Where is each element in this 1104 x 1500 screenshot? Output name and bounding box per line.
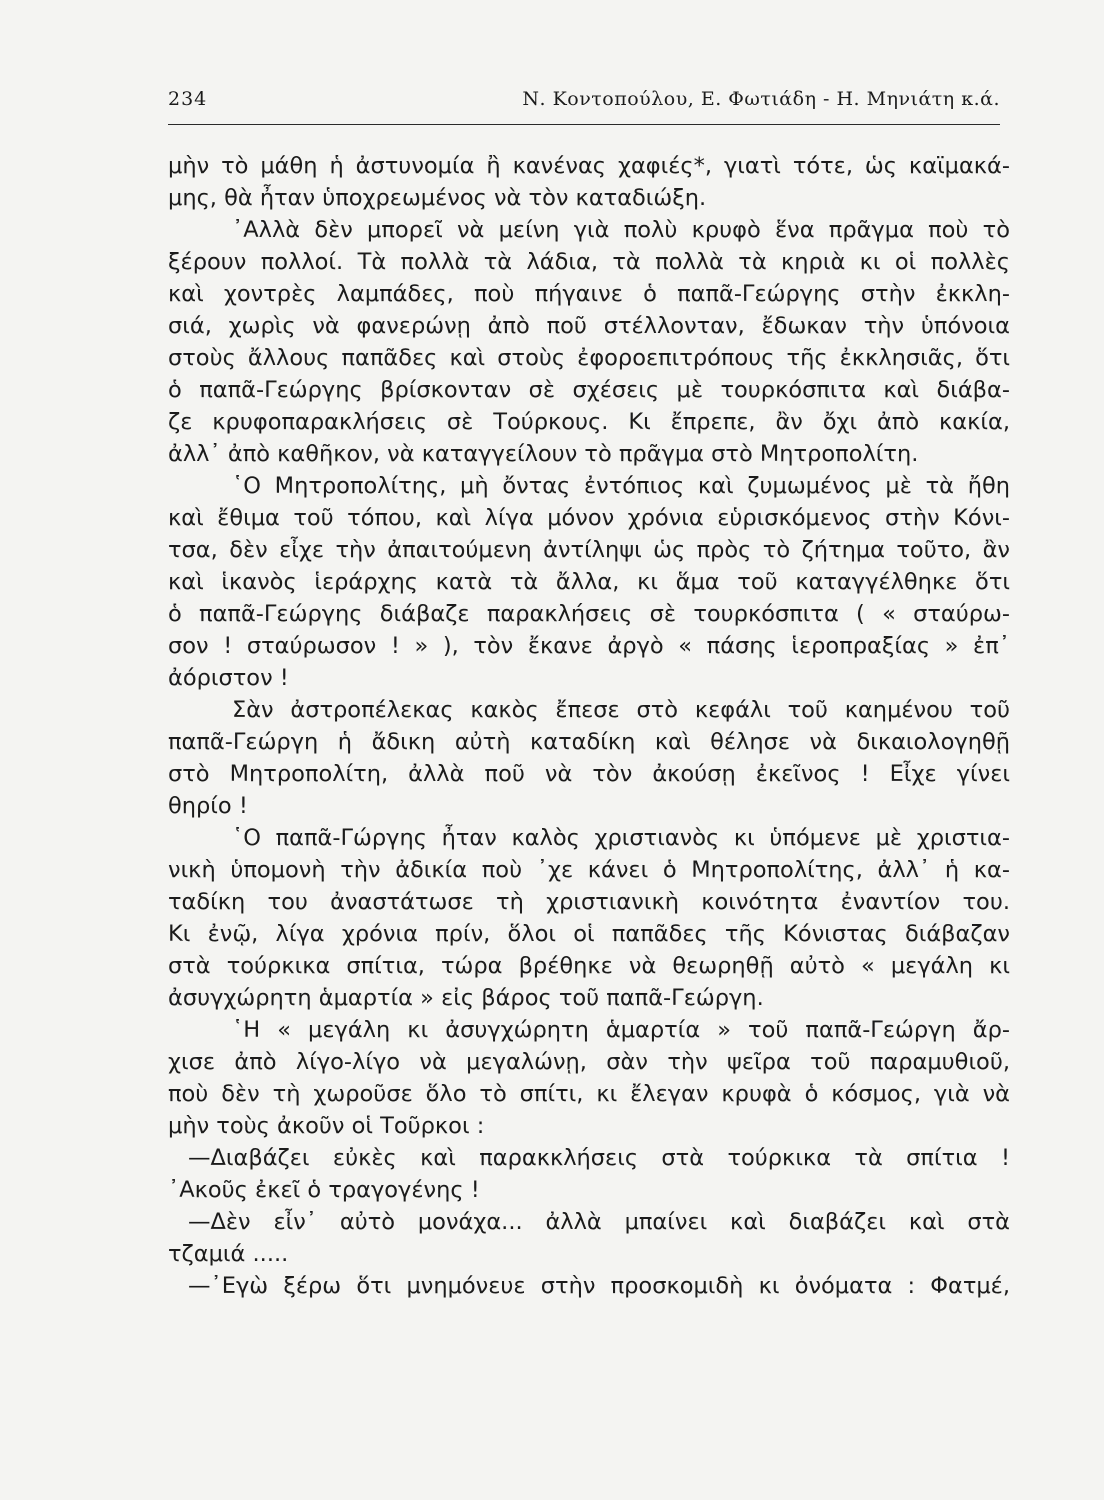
text-line: στὸ Μητροπολίτη, ἀλλὰ ποῦ νὰ τὸν ἀκούσῃ ἐκεῖνος ! Εἶχε γίνει <box>168 761 1010 787</box>
text-line: στὰ τούρκικα σπίτια, τώρα βρέθηκε νὰ θεωρηθῇ αὐτὸ « μεγάλη κι <box>168 953 1010 979</box>
text-line: σον ! σταύρωσον ! » ), τὸν ἔκανε ἀργὸ « πάσης ἱεροπραξίας » ἐπ᾽ <box>168 633 1010 659</box>
text-line: ποὺ δὲν τὴ χωροῦσε ὅλο τὸ σπίτι, κι ἔλεγαν κρυφὰ ὁ κόσμος, γιὰ νὰ <box>168 1081 1010 1107</box>
body-text <box>168 150 1010 1302</box>
text-line: Σὰν ἀστροπέλεκας κακὸς ἔπεσε στὸ κεφάλι τοῦ καημένου τοῦ <box>232 697 1010 723</box>
text-line: τσα, δὲν εἶχε τὴν ἀπαιτούμενη ἀντίληψι ὡς πρὸς τὸ ζήτημα τοῦτο, ἂν <box>168 537 1010 563</box>
text-line: —᾽Εγὼ ξέρω ὅτι μνημόνευε στὴν προσκομιδὴ κι ὀνόματα : Φατμέ, <box>188 1273 1010 1299</box>
text-line: νικὴ ὑπομονὴ τὴν ἀδικία ποὺ ᾽χε κάνει ὁ Μητροπολίτης, ἀλλ᾽ ἡ κα- <box>168 857 1010 883</box>
text-line: μὴν τοὺς ἀκοῦν οἱ Τοῦρκοι : <box>168 1113 485 1139</box>
text-line: μὴν τὸ μάθη ἡ ἀστυνομία ἢ κανένας χαφιές*, γιατὶ τότε, ὡς καϊμακά- <box>168 153 1010 179</box>
text-line: καὶ ἔθιμα τοῦ τόπου, καὶ λίγα μόνον χρόνια εὑρισκόμενος στὴν Κόνι- <box>168 505 1010 531</box>
text-line: μης, θὰ ἦταν ὑποχρεωμένος νὰ τὸν καταδιώξη. <box>168 185 707 211</box>
text-line: Κι ἐνῷ, λίγα χρόνια πρίν, ὅλοι οἱ παπᾶδες τῆς Κόνιστας διάβαζαν <box>168 921 1010 947</box>
header-rule <box>168 124 1000 125</box>
text-line: ῾Η « μεγάλη κι ἀσυγχώρητη ἁμαρτία » τοῦ παπᾶ-Γεώργη ἄρ- <box>232 1017 1010 1043</box>
text-line: —Δὲν εἶν᾽ αὐτὸ μονάχα... ἀλλὰ μπαίνει καὶ διαβάζει καὶ στὰ <box>188 1209 1010 1235</box>
text-line: ξέρουν πολλοί. Τὰ πολλὰ τὰ λάδια, τὰ πολλὰ τὰ κηριὰ κι οἱ πολλὲς <box>168 249 1010 275</box>
text-line: ῾Ο Μητροπολίτης, μὴ ὄντας ἐντόπιος καὶ ζυμωμένος μὲ τὰ ἤθη <box>232 473 1010 499</box>
text-line: παπᾶ-Γεώργη ἡ ἄδικη αὐτὴ καταδίκη καὶ θέλησε νὰ δικαιολογηθῇ <box>168 729 1010 755</box>
text-line: σιά, χωρὶς νὰ φανερώνῃ ἀπὸ ποῦ στέλλονταν, ἔδωκαν τὴν ὑπόνοια <box>168 313 1010 339</box>
text-line: ἀσυγχώρητη ἁμαρτία » εἰς βάρος τοῦ παπᾶ-Γεώργη. <box>168 985 764 1011</box>
text-line: ᾽Αλλὰ δὲν μπορεῖ νὰ μείνη γιὰ πολὺ κρυφὸ ἕνα πρᾶγμα ποὺ τὸ <box>232 217 1010 243</box>
text-line: ταδίκη του ἀναστάτωσε τὴ χριστιανικὴ κοινότητα ἐναντίον του. <box>168 889 1010 915</box>
text-line: τζαμιά ..... <box>168 1241 289 1267</box>
text-line: ἀόριστον ! <box>168 665 289 691</box>
text-line: ὁ παπᾶ-Γεώργης διάβαζε παρακλήσεις σὲ τουρκόσπιτα ( « σταύρω- <box>168 601 1010 627</box>
page-header <box>168 84 1000 118</box>
text-line: καὶ ἱκανὸς ἱεράρχης κατὰ τὰ ἄλλα, κι ἅμα τοῦ καταγγέλθηκε ὅτι <box>168 569 1010 595</box>
running-head-authors: Ν. Κοντοπούλου, Ε. Φωτιάδη - Η. Μηνιάτη κ.ά. <box>522 88 1000 110</box>
text-line: στοὺς ἄλλους παπᾶδες καὶ στοὺς ἐφοροεπιτρόπους τῆς ἐκκλησιᾶς, ὅτι <box>168 345 1010 371</box>
text-line: ἀλλ᾽ ἀπὸ καθῆκον, νὰ καταγγείλουν τὸ πρᾶγμα στὸ Μητροπολίτη. <box>168 441 919 467</box>
text-line: χισε ἀπὸ λίγο-λίγο νὰ μεγαλώνῃ, σὰν τὴν ψεῖρα τοῦ παραμυθιοῦ, <box>168 1049 1010 1075</box>
text-line: θηρίο ! <box>168 793 248 819</box>
text-line: —Διαβάζει εὐκὲς καὶ παρακκλήσεις στὰ τούρκικα τὰ σπίτια ! <box>188 1145 1010 1171</box>
page-number: 234 <box>168 88 208 110</box>
text-line: καὶ χοντρὲς λαμπάδες, ποὺ πήγαινε ὁ παπᾶ-Γεώργης στὴν ἐκκλη- <box>168 281 1010 307</box>
text-line: ᾽Ακοῦς ἐκεῖ ὁ τραγογένης ! <box>168 1177 480 1203</box>
text-line: ὁ παπᾶ-Γεώργης βρίσκονταν σὲ σχέσεις μὲ τουρκόσπιτα καὶ διάβα- <box>168 377 1010 403</box>
text-line: ῾Ο παπᾶ-Γώργης ἦταν καλὸς χριστιανὸς κι ὑπόμενε μὲ χριστια- <box>232 825 1010 851</box>
text-line: ζε κρυφοπαρακλήσεις σὲ Τούρκους. Κι ἔπρεπε, ἂν ὄχι ἀπὸ κακία, <box>168 409 1010 435</box>
